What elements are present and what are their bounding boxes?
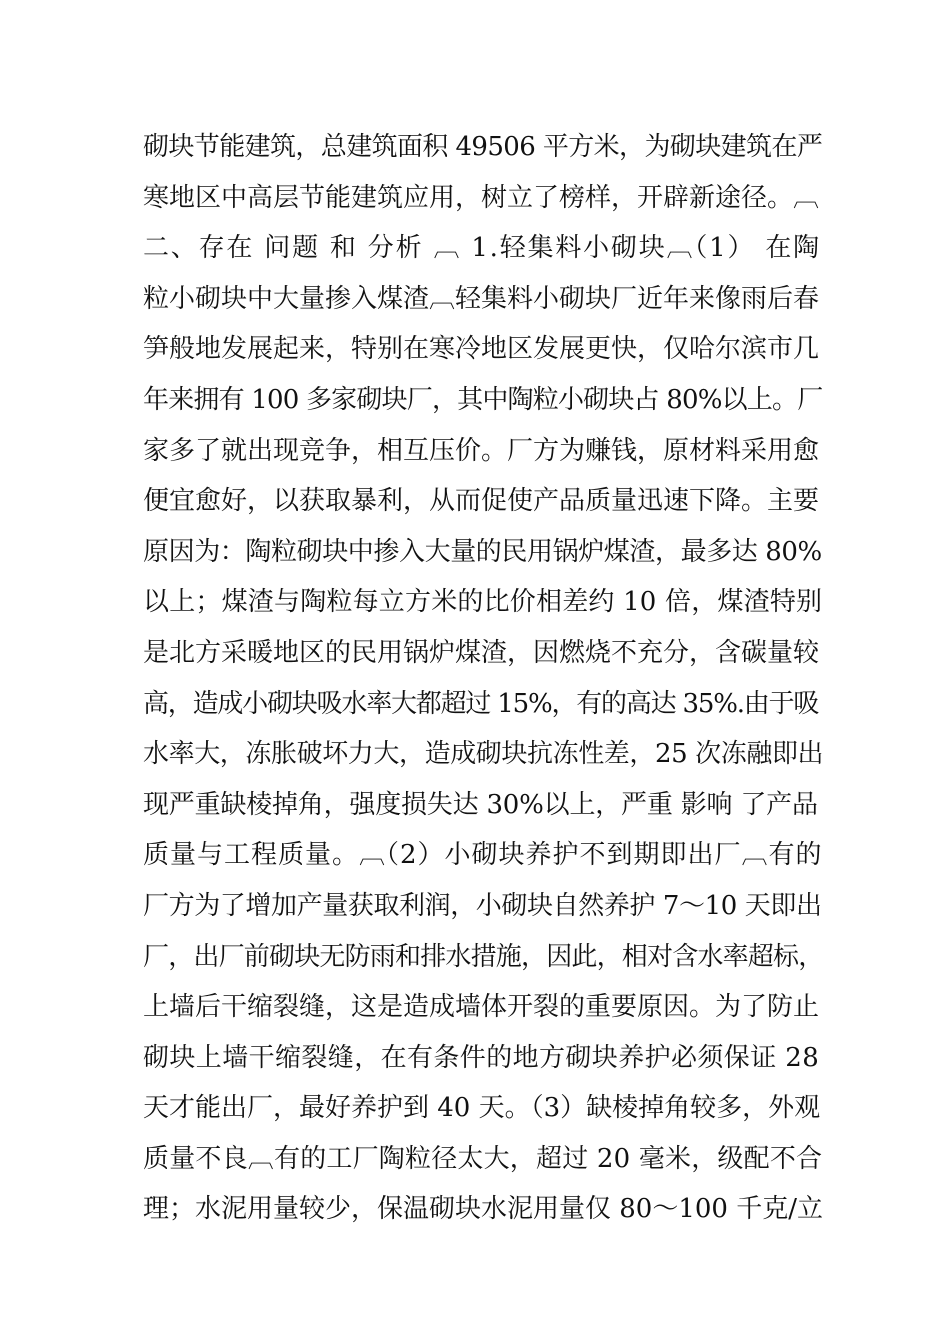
text-line: 现严重缺棱掉角，强度损失达 30%以上，严重 影响 了产品 — [143, 789, 818, 820]
text-line: 质量不良︹有的工厂陶粒径太大，超过 20 毫米，级配不合 — [143, 1143, 823, 1174]
text-line: 砌块上墙干缩裂缝，在有条件的地方砌块养护必须保证 28 — [143, 1042, 820, 1073]
text-line: 理；水泥用量较少，保温砌块水泥用量仅 80～100 千克/立 — [143, 1194, 823, 1225]
body-text — [143, 122, 823, 1235]
text-line: 砌块节能建筑，总建筑面积 49506 平方米，为砌块建筑在严 — [143, 132, 823, 162]
text-line: 水率大，冻胀破坏力大，造成砌块抗冻性差，25 次冻融即出 — [143, 739, 824, 770]
text-line: 天才能出厂，最好养护到 40 天。（3）缺棱掉角较多，外观 — [143, 1093, 821, 1124]
text-line: 便宜愈好，以获取暴利，从而促使产品质量迅速下降。主要 — [143, 486, 820, 517]
text-line: 原因为：陶粒砌块中掺入大量的民用锅炉煤渣，最多达 80% — [143, 536, 822, 567]
text-line: 寒地区中高层节能建筑应用，树立了榜样，开辟新途径。︹ — [143, 182, 820, 213]
text-line: 高，造成小砌块吸水率大都超过 15%，有的高达 35%.由于吸 — [143, 688, 819, 719]
text-line: 厂方为了增加产量获取利润，小砌块自然养护 7～10 天即出 — [143, 890, 822, 921]
text-line: 笋般地发展起来，特别在寒冷地区发展更快，仅哈尔滨市几 — [143, 334, 820, 365]
text-line: 年来拥有 100 多家砌块厂，其中陶粒小砌块占 80%以上。厂 — [143, 384, 823, 415]
text-line: 粒小砌块中大量掺入煤渣︹轻集料小砌块厂近年来像雨后春 — [143, 283, 820, 314]
text-line: 二、存在 问题 和 分析 ︹ 1.轻集料小砌块︹（1） 在陶 — [143, 233, 821, 264]
text-line: 以上；煤渣与陶粒每立方米的比价相差约 10 倍，煤渣特别 — [143, 587, 823, 618]
text-line: 家多了就出现竞争，相互压价。厂方为赚钱，原材料采用愈 — [143, 435, 820, 466]
text-line: 是北方采暖地区的民用锅炉煤渣，因燃烧不充分，含碳量较 — [143, 637, 820, 668]
text-line: 厂，出厂前砌块无防雨和排水措施，因此，相对含水率超标， — [143, 941, 824, 972]
text-line: 上墙后干缩裂缝，这是造成墙体开裂的重要原因。为了防止 — [143, 992, 820, 1023]
text-line: 质量与工程质量。︹（2）小砌块养护不到期即出厂︹有的 — [143, 840, 823, 871]
